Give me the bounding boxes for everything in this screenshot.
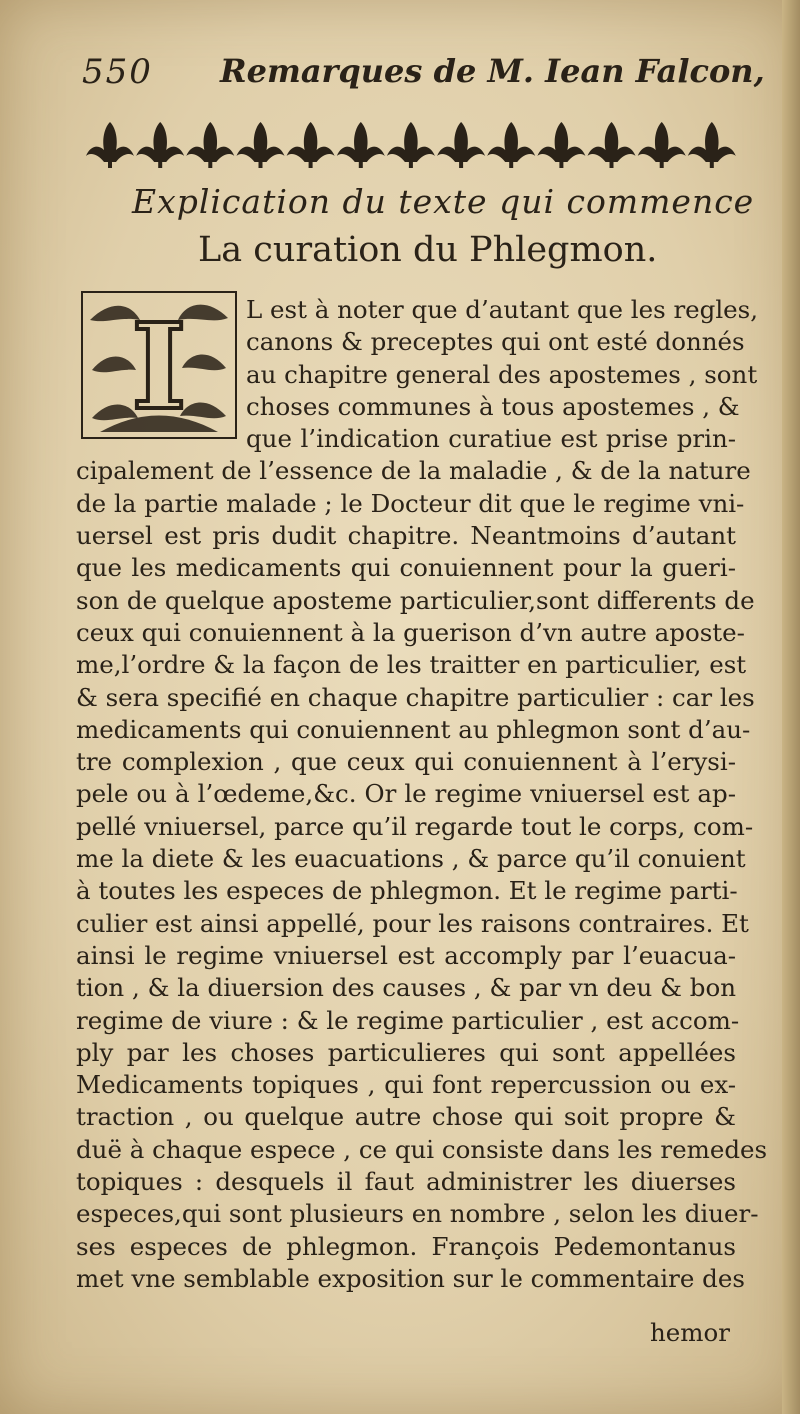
text-line: especes,qui sont plusieurs en nombre , selon les diuer- [76,1199,759,1229]
page-gutter [782,0,800,1414]
running-title: Remarques de M. Iean Falcon, [220,52,765,90]
text-line: Medicaments topiques , qui font repercussion ou ex- [76,1070,736,1100]
text-line: cipalement de l’essence de la maladie , & de la nature [76,456,751,486]
text-line: medicaments qui conuiennent au phlegmon sont d’au- [76,714,751,744]
text-line: tion , & la diuersion des causes , & par vn deu & bon [76,973,736,1003]
text-line: traction , ou quelque autre chose qui soit propre & [76,1102,736,1132]
text-line: pele ou à l’œdeme,&c. Or le regime vniuersel est ap- [76,779,736,809]
text-line: uersel est pris dudit chapitre. Neantmoins d’autant [76,521,736,551]
text-line: de la partie malade ; le Docteur dit que le regime vni- [76,488,745,518]
text-line: à toutes les especes de phlegmon. Et le regime parti- [76,876,738,906]
text-line: me la diete & les euacuations , & parce qu’il conuient [76,844,746,874]
text-line: au chapitre general des apostemes , sont [246,359,758,389]
text-line: que les medicaments qui conuiennent pour la gueri- [76,553,736,583]
fleuron-band-icon [84,118,736,170]
text-line: regime de viure : & le regime particulier , est accom- [76,1005,740,1035]
page-header [82,52,765,100]
body-text [76,294,768,1295]
text-line: L est à noter que d’autant que les regles, [246,295,759,324]
text-line: & sera specifié en chaque chapitre particulier : car les [76,682,755,712]
text-line: ceux qui conuiennent à la guerison d’vn autre aposte- [76,617,745,647]
catchword: hemor [650,1318,730,1347]
drop-cap-letter: I [131,297,187,436]
section-heading-italic: Explication du texte qui commence [132,182,755,221]
text-line: pellé vniuersel, parce qu’il regarde tout le corps, com- [76,811,754,841]
text-line: ses especes de phlegmon. François Pedemontanus [76,1231,736,1261]
text-line: que l’indication curatiue est prise prin- [246,424,736,454]
text-line: choses communes à tous apostemes , & [246,391,740,421]
text-line: ply par les choses particulieres qui sont appellées [76,1037,736,1067]
text-line: canons & preceptes qui ont esté donnés [246,327,745,357]
section-heading-roman: La curation du Phlegmon. [198,230,658,270]
text-line: topiques : desquels il faut administrer les diuerses [76,1167,736,1197]
folio-number: 550 [82,52,153,92]
text-line: met vne semblable exposition sur le commentaire des [76,1263,745,1293]
text-line: tre complexion , que ceux qui conuiennent à l’erysi- [76,747,736,777]
text-line: duë à chaque espece , ce qui consiste dans les remedes [76,1134,768,1164]
text-line: culier est ainsi appellé, pour les raisons contraires. Et [76,908,749,938]
text-line: me,l’ordre & la façon de les traitter en particulier, est [76,650,747,680]
text-line: son de quelque aposteme particulier,sont differents de [76,585,755,615]
text-line: ainsi le regime vniuersel est accomply par l’euacua- [76,940,736,970]
